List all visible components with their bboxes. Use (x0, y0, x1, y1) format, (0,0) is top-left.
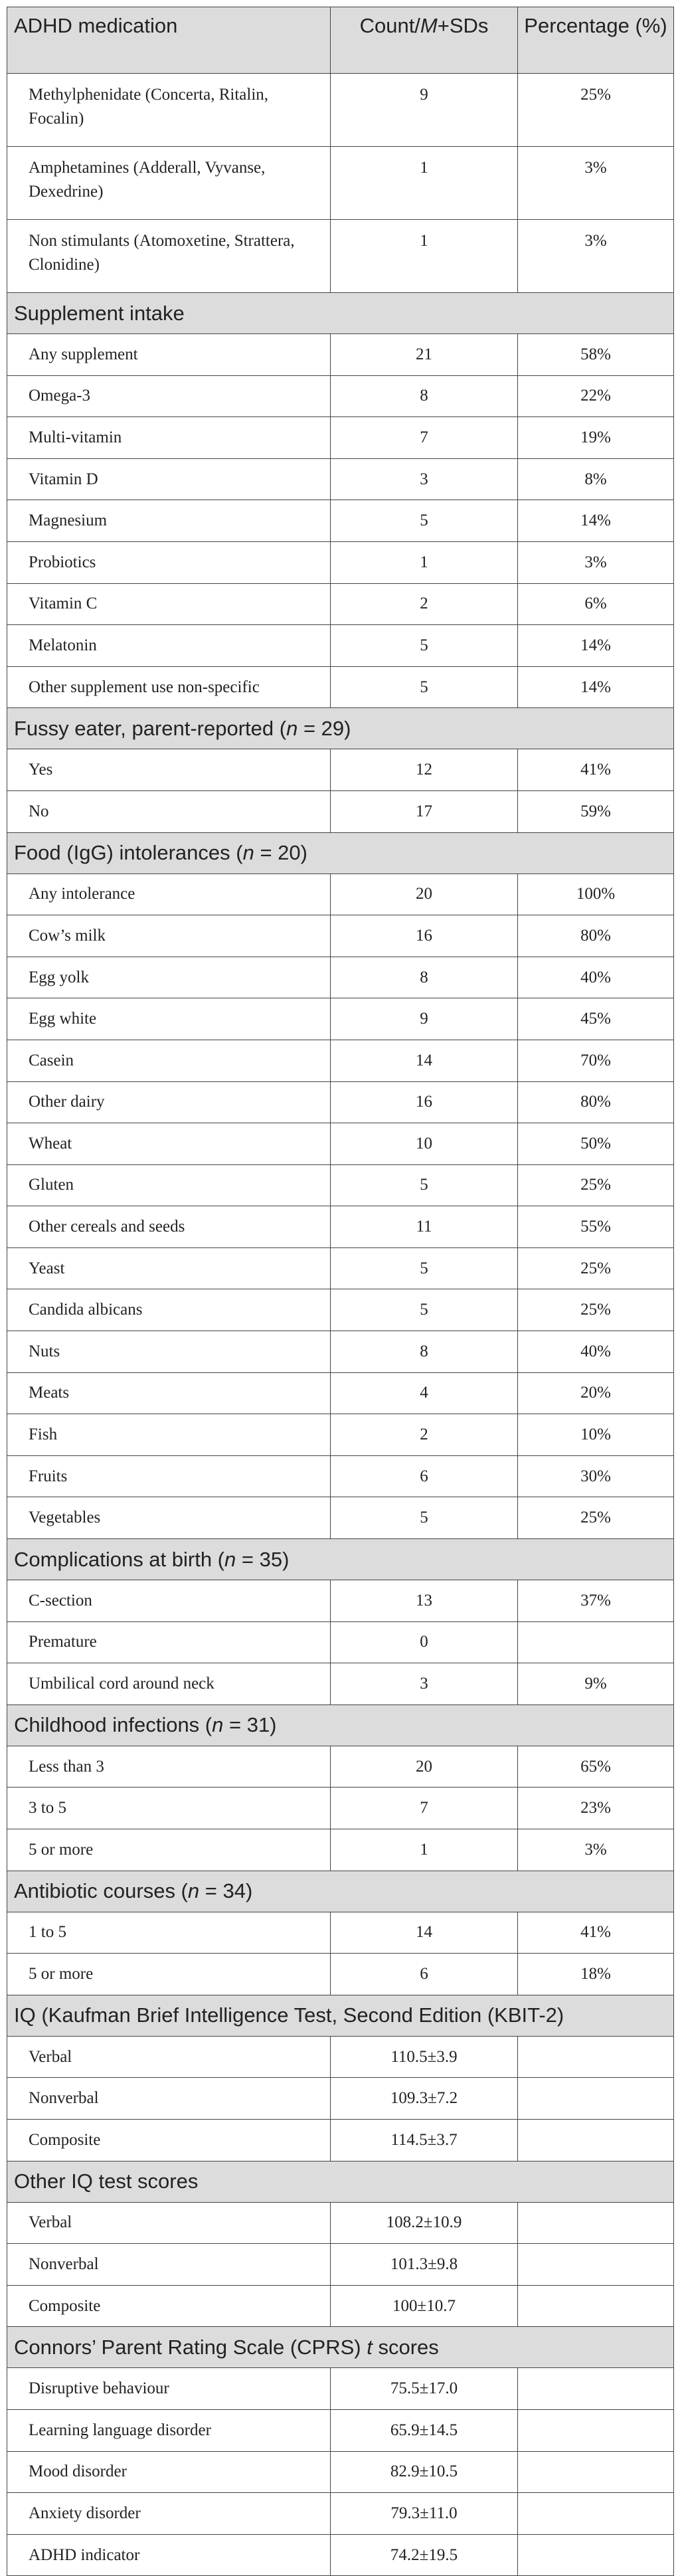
row-percentage: 23% (518, 1788, 674, 1829)
row-label: Other dairy (7, 1081, 331, 1123)
table-row (7, 1621, 674, 1663)
row-percentage: 14% (518, 666, 674, 708)
row-percentage: 25% (518, 1289, 674, 1331)
row-percentage: 25% (518, 1164, 674, 1206)
row-percentage: 58% (518, 334, 674, 376)
table-header-row (7, 7, 674, 74)
table-body (7, 74, 674, 2576)
row-count: 17 (331, 790, 518, 832)
table-row (7, 749, 674, 791)
row-label: Fish (7, 1414, 331, 1456)
header-count-prefix: Count/ (359, 14, 420, 37)
table-row (7, 1081, 674, 1123)
row-percentage (518, 2451, 674, 2493)
row-label: Composite (7, 2285, 331, 2327)
row-percentage (518, 2119, 674, 2161)
row-count: 21 (331, 334, 518, 376)
section-header-row (7, 1871, 674, 1912)
section-title-part: IQ (Kaufman Brief Intelligence Test, Second Edition (KBIT-2) (14, 2003, 564, 2027)
table-row (7, 2244, 674, 2286)
table-row (7, 2409, 674, 2451)
section-header-row (7, 708, 674, 749)
row-label: Egg yolk (7, 957, 331, 998)
table-row (7, 541, 674, 583)
row-percentage (518, 2078, 674, 2120)
row-label: Meats (7, 1372, 331, 1414)
section-title-part: n (212, 1713, 224, 1737)
row-label: Nuts (7, 1331, 331, 1373)
row-count: 10 (331, 1123, 518, 1165)
table-row (7, 2036, 674, 2078)
row-label: Nonverbal (7, 2244, 331, 2286)
row-label: Verbal (7, 2036, 331, 2078)
header-count-suffix: +SDs (437, 14, 489, 37)
row-percentage: 55% (518, 1206, 674, 1248)
table-row (7, 1331, 674, 1373)
row-label: Vegetables (7, 1497, 331, 1539)
table-row (7, 874, 674, 915)
row-percentage (518, 2202, 674, 2244)
row-label: Gluten (7, 1164, 331, 1206)
row-percentage: 6% (518, 583, 674, 625)
section-title-part: Supplement intake (14, 301, 185, 325)
section-title-part: Other IQ test scores (14, 2169, 199, 2193)
row-count: 5 (331, 625, 518, 667)
row-percentage: 3% (518, 147, 674, 220)
row-label: Magnesium (7, 500, 331, 542)
row-percentage: 20% (518, 1372, 674, 1414)
table-row (7, 2285, 674, 2327)
row-count: 5 (331, 1289, 518, 1331)
table-row (7, 998, 674, 1040)
row-percentage (518, 2368, 674, 2410)
section-title-part: = 29) (298, 716, 351, 740)
row-count: 13 (331, 1580, 518, 1622)
table-row (7, 2119, 674, 2161)
table-row (7, 2493, 674, 2535)
section-title-part: Antibiotic courses ( (14, 1879, 188, 1903)
section-header-row (7, 293, 674, 334)
header-col-count (331, 7, 518, 74)
row-label: Other cereals and seeds (7, 1206, 331, 1248)
section-title-part: Food (IgG) intolerances ( (14, 841, 243, 865)
row-label: Nonverbal (7, 2078, 331, 2120)
table-row (7, 1912, 674, 1954)
row-label: C-section (7, 1580, 331, 1622)
row-label: Fruits (7, 1455, 331, 1497)
row-label: Any supplement (7, 334, 331, 376)
row-percentage: 8% (518, 458, 674, 500)
table-row (7, 1829, 674, 1871)
row-count: 7 (331, 417, 518, 459)
row-percentage: 19% (518, 417, 674, 459)
section-header-row (7, 1539, 674, 1580)
row-label: Vitamin C (7, 583, 331, 625)
section-title (7, 1995, 674, 2036)
section-title-part: n (286, 716, 298, 740)
section-title (7, 1871, 674, 1912)
section-title (7, 1539, 674, 1580)
section-title (7, 832, 674, 874)
table-row (7, 790, 674, 832)
table-row (7, 2534, 674, 2576)
table-row (7, 1289, 674, 1331)
section-title (7, 2161, 674, 2202)
row-percentage: 41% (518, 749, 674, 791)
table-row (7, 458, 674, 500)
row-percentage (518, 2534, 674, 2576)
row-count: 74.2±19.5 (331, 2534, 518, 2576)
row-label: Casein (7, 1040, 331, 1081)
table-row (7, 2202, 674, 2244)
row-label: Disruptive behaviour (7, 2368, 331, 2410)
section-title-part: t (367, 2335, 373, 2359)
table-row (7, 375, 674, 417)
row-percentage: 40% (518, 957, 674, 998)
row-label: Less than 3 (7, 1746, 331, 1788)
row-label: Premature (7, 1621, 331, 1663)
row-count: 14 (331, 1912, 518, 1954)
table-row (7, 957, 674, 998)
row-label: Yes (7, 749, 331, 791)
row-percentage (518, 2409, 674, 2451)
row-label: Anxiety disorder (7, 2493, 331, 2535)
row-count: 16 (331, 915, 518, 957)
row-label: Learning language disorder (7, 2409, 331, 2451)
row-label: Vitamin D (7, 458, 331, 500)
row-count: 7 (331, 1788, 518, 1829)
row-percentage (518, 2285, 674, 2327)
row-percentage: 80% (518, 915, 674, 957)
row-label: Verbal (7, 2202, 331, 2244)
section-title-part: n (242, 841, 254, 865)
row-count: 79.3±11.0 (331, 2493, 518, 2535)
row-label: 5 or more (7, 1829, 331, 1871)
row-percentage: 3% (518, 541, 674, 583)
section-title-part: = 20) (254, 841, 307, 865)
row-count: 0 (331, 1621, 518, 1663)
row-count: 5 (331, 1247, 518, 1289)
row-percentage: 70% (518, 1040, 674, 1081)
row-count: 109.3±7.2 (331, 2078, 518, 2120)
row-count: 2 (331, 583, 518, 625)
row-label: ADHD indicator (7, 2534, 331, 2576)
section-header-row (7, 2161, 674, 2202)
row-label: Wheat (7, 1123, 331, 1165)
table-row (7, 583, 674, 625)
row-label: 1 to 5 (7, 1912, 331, 1954)
row-percentage: 59% (518, 790, 674, 832)
row-label: Probiotics (7, 541, 331, 583)
row-label: Egg white (7, 998, 331, 1040)
row-count: 3 (331, 1663, 518, 1705)
section-title-part: Complications at birth ( (14, 1547, 225, 1571)
table-row (7, 1247, 674, 1289)
table-row (7, 2451, 674, 2493)
row-count: 8 (331, 957, 518, 998)
header-count-m: M (420, 14, 438, 37)
header-col-category: ADHD medication (7, 7, 331, 74)
row-label: Multi-vitamin (7, 417, 331, 459)
row-percentage: 45% (518, 998, 674, 1040)
data-table-container (7, 7, 673, 2576)
row-percentage: 14% (518, 500, 674, 542)
table-row (7, 74, 674, 147)
table-row (7, 1788, 674, 1829)
table-row (7, 500, 674, 542)
row-count: 5 (331, 1497, 518, 1539)
table-row (7, 1954, 674, 1995)
row-count: 9 (331, 998, 518, 1040)
row-count: 100±10.7 (331, 2285, 518, 2327)
table-row (7, 417, 674, 459)
row-percentage: 25% (518, 1247, 674, 1289)
section-title-part: Childhood infections ( (14, 1713, 212, 1737)
row-count: 5 (331, 500, 518, 542)
row-percentage (518, 2036, 674, 2078)
section-title (7, 708, 674, 749)
table-row (7, 334, 674, 376)
row-label: Non stimulants (Atomoxetine, Strattera, Clonidine) (7, 220, 331, 293)
row-percentage: 3% (518, 220, 674, 293)
row-percentage: 25% (518, 74, 674, 147)
row-percentage: 18% (518, 1954, 674, 1995)
row-count: 4 (331, 1372, 518, 1414)
row-percentage: 25% (518, 1497, 674, 1539)
table-row (7, 1497, 674, 1539)
row-label: Methylphenidate (Concerta, Ritalin, Focalin) (7, 74, 331, 147)
row-percentage (518, 2493, 674, 2535)
row-percentage: 14% (518, 625, 674, 667)
row-percentage: 22% (518, 375, 674, 417)
section-title-part: Fussy eater, parent-reported ( (14, 716, 287, 740)
row-count: 82.9±10.5 (331, 2451, 518, 2493)
row-count: 12 (331, 749, 518, 791)
row-count: 5 (331, 1164, 518, 1206)
row-label: Mood disorder (7, 2451, 331, 2493)
row-count: 101.3±9.8 (331, 2244, 518, 2286)
row-label: Candida albicans (7, 1289, 331, 1331)
row-percentage: 40% (518, 1331, 674, 1373)
table-row (7, 1123, 674, 1165)
table-row (7, 625, 674, 667)
row-label: Other supplement use non-specific (7, 666, 331, 708)
row-percentage: 30% (518, 1455, 674, 1497)
row-count: 8 (331, 375, 518, 417)
row-count: 6 (331, 1954, 518, 1995)
row-percentage: 10% (518, 1414, 674, 1456)
row-count: 1 (331, 220, 518, 293)
row-label: Umbilical cord around neck (7, 1663, 331, 1705)
table-row (7, 220, 674, 293)
row-percentage (518, 1621, 674, 1663)
row-count: 8 (331, 1331, 518, 1373)
row-count: 108.2±10.9 (331, 2202, 518, 2244)
table-row (7, 1206, 674, 1248)
row-count: 1 (331, 541, 518, 583)
row-count: 3 (331, 458, 518, 500)
section-title (7, 2327, 674, 2368)
table-row (7, 1040, 674, 1081)
table-row (7, 1164, 674, 1206)
row-count: 9 (331, 74, 518, 147)
row-count: 1 (331, 147, 518, 220)
row-percentage: 65% (518, 1746, 674, 1788)
section-title-part: n (224, 1547, 236, 1571)
row-count: 110.5±3.9 (331, 2036, 518, 2078)
section-title-part: = 31) (223, 1713, 277, 1737)
row-percentage (518, 2244, 674, 2286)
section-header-row (7, 1995, 674, 2036)
table-row (7, 915, 674, 957)
row-percentage: 3% (518, 1829, 674, 1871)
header-col-percentage: Percentage (%) (518, 7, 674, 74)
row-percentage: 80% (518, 1081, 674, 1123)
row-percentage: 41% (518, 1912, 674, 1954)
row-count: 114.5±3.7 (331, 2119, 518, 2161)
row-count: 75.5±17.0 (331, 2368, 518, 2410)
row-label: 5 or more (7, 1954, 331, 1995)
row-label: No (7, 790, 331, 832)
section-header-row (7, 1704, 674, 1746)
row-label: Omega-3 (7, 375, 331, 417)
row-label: Amphetamines (Adderall, Vyvanse, Dexedrine) (7, 147, 331, 220)
row-count: 11 (331, 1206, 518, 1248)
row-count: 14 (331, 1040, 518, 1081)
row-label: Yeast (7, 1247, 331, 1289)
row-label: 3 to 5 (7, 1788, 331, 1829)
data-table (7, 7, 674, 2576)
table-row (7, 147, 674, 220)
row-count: 65.9±14.5 (331, 2409, 518, 2451)
section-title (7, 1704, 674, 1746)
table-row (7, 1746, 674, 1788)
row-count: 2 (331, 1414, 518, 1456)
row-count: 20 (331, 874, 518, 915)
table-row (7, 1414, 674, 1456)
row-percentage: 100% (518, 874, 674, 915)
table-row (7, 666, 674, 708)
table-row (7, 1372, 674, 1414)
section-header-row (7, 832, 674, 874)
section-title-part: = 34) (199, 1879, 253, 1903)
row-percentage: 9% (518, 1663, 674, 1705)
table-row (7, 1663, 674, 1705)
section-header-row (7, 2327, 674, 2368)
table-row (7, 2368, 674, 2410)
table-row (7, 1455, 674, 1497)
row-count: 16 (331, 1081, 518, 1123)
row-percentage: 37% (518, 1580, 674, 1622)
row-count: 6 (331, 1455, 518, 1497)
section-title-part: n (187, 1879, 200, 1903)
row-label: Any intolerance (7, 874, 331, 915)
row-count: 20 (331, 1746, 518, 1788)
section-title-part: Connors’ Parent Rating Scale (CPRS) (14, 2335, 367, 2359)
row-count: 5 (331, 666, 518, 708)
row-label: Composite (7, 2119, 331, 2161)
section-title-part: = 35) (236, 1547, 290, 1571)
table-row (7, 2078, 674, 2120)
section-title (7, 293, 674, 334)
row-label: Melatonin (7, 625, 331, 667)
section-title-part: scores (372, 2335, 439, 2359)
row-label: Cow’s milk (7, 915, 331, 957)
table-row (7, 1580, 674, 1622)
row-count: 1 (331, 1829, 518, 1871)
row-percentage: 50% (518, 1123, 674, 1165)
